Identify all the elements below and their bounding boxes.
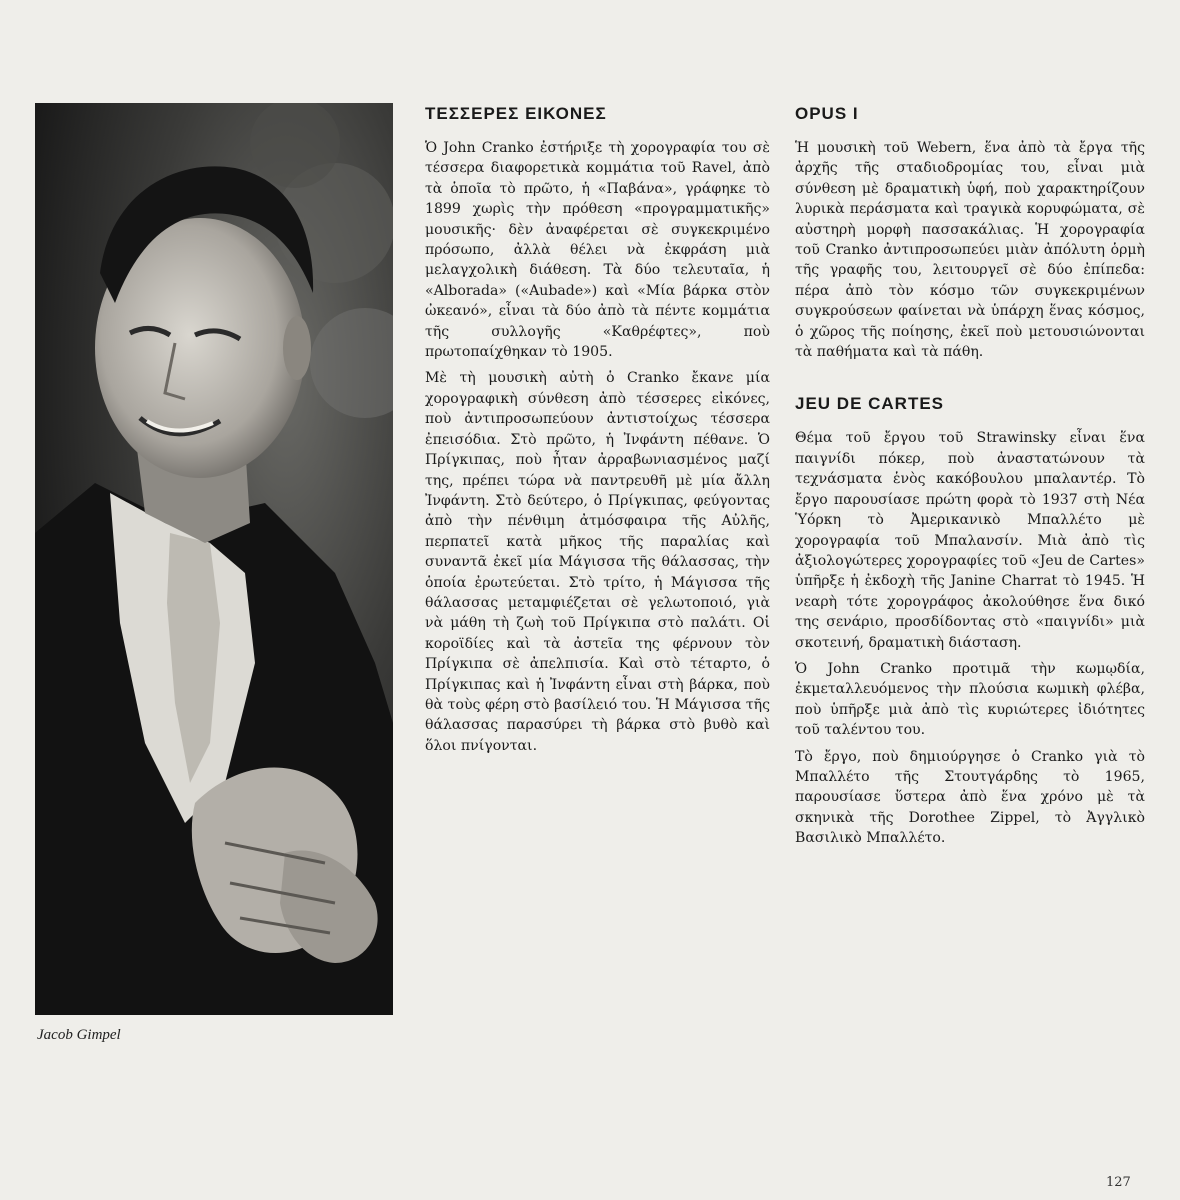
section-title-jeu: JEU DE CARTES — [795, 394, 945, 414]
jeu-paragraph: Τὸ ἔργο, ποὺ δημιούργησε ὁ Cranko γιὰ τὸ Μπαλλέτο τῆς Στουτγάρδης τὸ 1965, παρουσίασε ὕστερα ἀπὸ ἕνα χρόνο μὲ τὰ σκηνικὰ τῆς Dorothee Zippel, τὸ Ἀγγλικὸ Βασιλικὸ Μπαλλέτο. — [795, 748, 1145, 847]
portrait-photo — [35, 103, 393, 1015]
section-title-opus: OPUS I — [795, 104, 859, 123]
tesseres-paragraph: Μὲ τὴ μουσικὴ αὐτὴ ὁ Cranko ἔκανε μία χορογραφικὴ σύνθεση ἀπὸ τέσσερες εἰκόνες, ποὺ ἀντιπροσωπεύουν ἀντιστοίχως τέσσερα ἐπεισόδια. Στὸ πρῶτο, ἡ Ἰνφάντη πέθανε. Ὁ Πρίγκιπας, ποὺ ἦταν ἀρραβωνιασμένος μαζί της, πρέπει τώρα νὰ παντρευθῆ μὲ μία ἄλλη Ἰνφάντη. Στὸ δεύτερο, ὁ Πρίγκιπας, φεύγοντας ἀπὸ τὴν πένθιμη ἀτμόσφαιρα τῆς Αὐλῆς, περπατεῖ κατὰ μῆκος τῆς παραλίας καὶ συναντᾶ ἐκεῖ μία Μάγισσα τῆς θάλασσας, τὴν ὁποία ἐρωτεύεται. Στὸ τρίτο, ἡ Μάγισσα τῆς θάλασσας μεταμφιέζεται σὲ γελωτοποιό, γιὰ νὰ μάθη τὴ ζωὴ τοῦ Πρίγκιπα στὸ παλάτι. Οἱ κοροϊδίες καὶ τὰ ἀστεῖα της φέρνουν τὸν Πρίγκιπα σὲ ἀπελπισία. Καὶ στὸ τέταρτο, ὁ Πρίγκιπας καὶ ἡ Ἰνφάντη εἶναι στὴ βάρκα, ποὺ θὰ τοὺς φέρη στὸ βασίλειό του. Ἡ Μάγισσα τῆς θάλασσας παρασύρει τὴ βάρκα στὸ βυθὸ καὶ ὅλοι πνίγονται. — [425, 370, 770, 754]
section-title-tesseres: ΤΕΣΣΕΡΕΣ ΕΙΚΟΝΕΣ — [425, 104, 607, 123]
jeu-paragraph: Θέμα τοῦ ἔργου τοῦ Strawinsky εἶναι ἕνα παιγνίδι πόκερ, ποὺ ἀναστατώνουν τὰ τεχνάσματα ἑνὸς κακόβουλου μπαλαντέρ. Τὸ ἔργο παρουσίασε πρώτη φορὰ τὸ 1937 στὴ Νέα Ὑόρκη τὸ Ἀμερικανικὸ Μπαλλέτο μὲ χορογραφία τοῦ Μπαλανσίν. Μιὰ ἀπὸ τὶς ἀξιολογώτερες χορογραφίες τοῦ «Jeu de Cartes» ὑπῆρξε ἡ ἐκδοχὴ τῆς Janine Charrat τὸ 1945. Ἡ νεαρὴ τότε χορογράφος ἀκολούθησε ἕνα δικό της σενάριο, προσδίδοντας στὸ «παιγνίδι» μιὰ σκοτεινή, δραματικὴ διάσταση. — [795, 430, 1145, 651]
photo-caption: Jacob Gimpel — [37, 1027, 121, 1043]
opus-paragraph: Ἡ μουσικὴ τοῦ Webern, ἕνα ἀπὸ τὰ ἔργα τῆς ἀρχῆς τῆς σταδιοδρομίας του, εἶναι μιὰ σύνθεση μὲ δραματικὴ ὑφή, ποὺ χαρακτηρίζουν λυρικὰ περάσματα καὶ τραγικὰ κορυφώματα, σὲ αὐστηρὴ μορφὴ πασσακάλιας. Ἡ χορογραφία τοῦ Cranko ἀντιπροσωπεύει μιὰν ἀπόλυτη ὁρμὴ τῆς γραφῆς του, λειτουργεῖ σὲ δύο ἐπίπεδα: πέρα ἀπὸ τὸν κόσμο τῶν συγκεκριμένων συγκρούσεων φαίνεται νὰ ὑπάρχη ἕνας κόσμος, ὁ χῶρος τῆς ποίησης, ἐκεῖ ποὺ μετουσιώνονται τὰ παθήματα καὶ τὰ πάθη. — [795, 140, 1145, 361]
tesseres-paragraph: Ὁ John Cranko ἐστήριξε τὴ χορογραφία του σὲ τέσσερα διαφορετικὰ κομμάτια τοῦ Ravel, ἀπὸ τὰ ὁποῖα τὸ πρῶτο, ἡ «Παβάνα», γράφηκε τὸ 1899 χωρὶς τὴν πρόθεση «προγραμματικῆς» μουσικῆς· δὲν ἀναφέρεται σὲ συγκεκριμένο πρόσωπο, ἀλλὰ θέλει νὰ ἐκφράση μιὰ μελαγχολικὴ διάθεση. Τὰ δύο τελευταῖα, ἡ «Alborada» («Aubade») καὶ «Μία βάρκα στὸν ὠκεανό», εἶναι τὰ δύο ἀπὸ τὰ πέντε κομμάτια τῆς συλλογῆς «Καθρέφτες», ποὺ πρωτοπαίχθηκαν τὸ 1905. — [425, 140, 770, 361]
page-number: 127 — [1106, 1175, 1131, 1190]
left-column — [425, 104, 770, 756]
right-column — [795, 104, 1145, 849]
jeu-paragraph: Ὁ John Cranko προτιμᾶ τὴν κωμῳδία, ἐκμεταλλευόμενος τὴν πλούσια κωμικὴ φλέβα, ποὺ ὑπῆρξε μιὰ ἀπὸ τὶς κυριώτερες ἰδιότητες τοῦ ταλέντου του. — [795, 660, 1145, 739]
jeu-de-cartes-section — [795, 394, 1145, 848]
